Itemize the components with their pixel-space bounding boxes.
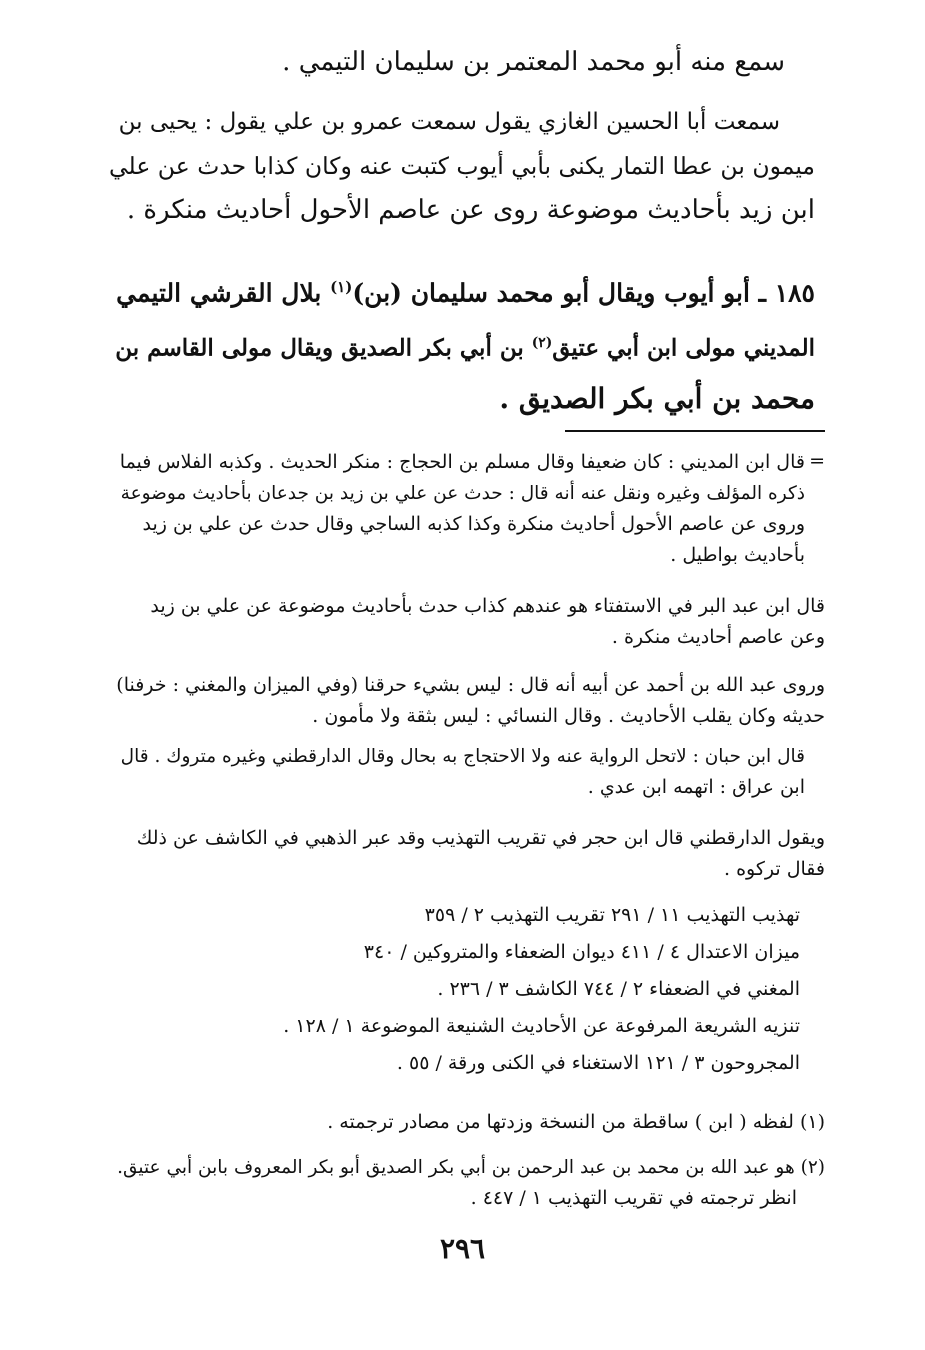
source-line: تنزيه الشريعة المرفوعة عن الأحاديث الشنيعة الموضوعة ١ / ١٢٨ . — [283, 1015, 800, 1037]
footnote-line: حديثه وكان يقلب الأحاديث . وقال النسائي : ليس بثقة ولا مأمون . — [312, 705, 825, 727]
footnote-marker: (٢) — [531, 335, 553, 352]
footnote-line: ويقول الدارقطني قال ابن حجر في تقريب التهذيب وقد عبر الذهبي في الكاشف عن ذلك — [136, 827, 825, 849]
footnote-paragraph — [115, 447, 805, 571]
footnote-line: وروى عن عاصم الأحول أحاديث منكرة وكذا كذبه الساجي وقال حدث عن علي بن زيد — [142, 513, 805, 535]
entry-heading-line: محمد بن أبي بكر الصديق . — [499, 381, 815, 415]
footnote-line: (٢) هو عبد الله بن محمد بن عبد الرحمن بن أبي بكر الصديق أبو بكر المعروف بابن أبي عتيق. — [117, 1157, 825, 1178]
footnote-paragraph — [110, 823, 825, 885]
entry-title-cont: بلال القرشي التيمي — [116, 278, 331, 308]
footnote-line: بأحاديث بواطيل . — [670, 544, 805, 566]
entry-text: المديني مولى ابن أبي عتيق — [552, 334, 815, 362]
footnote-line: وروى عبد الله بن أحمد عن أبيه أنه قال : ليس بشيء حرقنا (وفي الميزان والمغني : خرفنا) — [116, 674, 825, 696]
source-line: ميزان الاعتدال ٤ / ٤١١ ديوان الضعفاء والمتروكين / ٣٤٠ — [363, 941, 800, 963]
sources-list — [120, 897, 800, 1082]
text-line: ميمون بن عطا التمار يكنى بأبي أيوب كتبت عنه وكان كذابا حدث عن علي — [108, 152, 815, 180]
main-text-line — [105, 40, 785, 84]
entry-heading-line — [105, 262, 815, 318]
footnote-line: انظر ترجمته في تقريب التهذيب ١ / ٤٤٧ . — [470, 1187, 797, 1209]
footnote-paragraph — [115, 591, 825, 653]
page-number: ٢٩٦ — [439, 1232, 486, 1265]
footnote-paragraph — [115, 741, 805, 803]
footnote-line: وعن عاصم أحاديث منكرة . — [611, 626, 825, 648]
footnote-divider — [565, 430, 825, 432]
footnote-line: فقال تركوه . — [724, 858, 825, 880]
entry-heading-line — [105, 318, 815, 374]
main-paragraph — [105, 100, 815, 232]
continuation-mark: = — [809, 450, 825, 472]
footnote-line: قال ابن عبد البر في الاستفتاء هو عندهم كذاب حدث بأحاديث موضوعة عن علي بن زيد — [150, 595, 825, 617]
source-line: المغني في الضعفاء ٢ / ٧٤٤ الكاشف ٣ / ٢٣٦ . — [437, 978, 800, 1000]
source-line: المجروحون ٣ / ١٢١ الاستغناء في الكنى ورقة / ٥٥ . — [396, 1052, 800, 1074]
footnote-line: قال ابن المديني : كان ضعيفا وقال مسلم بن الحجاج : منكر الحديث . وكذبه الفلاس فيما — [119, 451, 805, 473]
entry-text: بن أبي بكر الصديق ويقال مولى القاسم بن — [115, 334, 532, 362]
footnote-2 — [105, 1152, 825, 1214]
text-line: سمعت أبا الحسين الغازي يقول سمعت عمرو بن علي يقول : يحيى بن — [118, 109, 780, 135]
entry-heading — [105, 262, 815, 424]
footnote-line: ابن عراق : اتهمه ابن عدي . — [587, 776, 805, 798]
footnote-marker: (١) — [330, 278, 353, 296]
text-line: ابن زيد بأحاديث موضوعة روى عن عاصم الأحول أحاديث منكرة . — [126, 195, 815, 225]
footnote-line: قال ابن حبان : لاتحل الرواية عنه ولا الاحتجاج به بحال وقال الدارقطني وغيره متروك . قال — [120, 746, 805, 767]
footnote-line: ذكره المؤلف وغيره ونقل عنه أنه قال : حدث عن علي بن زيد بن جدعان بأحاديث موضوعة — [120, 483, 805, 504]
footnote-1 — [105, 1107, 825, 1138]
footnote-paragraph — [110, 670, 825, 732]
entry-title: ١٨٥ ـ أبو أيوب ويقال أبو محمد سليمان (بن) — [352, 278, 815, 308]
text-line: سمع منه أبو محمد المعتمر بن سليمان التيمي . — [282, 47, 785, 77]
source-line: تهذيب التهذيب ١١ / ٢٩١ تقريب التهذيب ٢ / ٣٥٩ — [424, 904, 800, 926]
footnote-line: (١) لفظه ( ابن ) ساقطة من النسخة وزدتها من مصادر ترجمته . — [327, 1111, 825, 1133]
